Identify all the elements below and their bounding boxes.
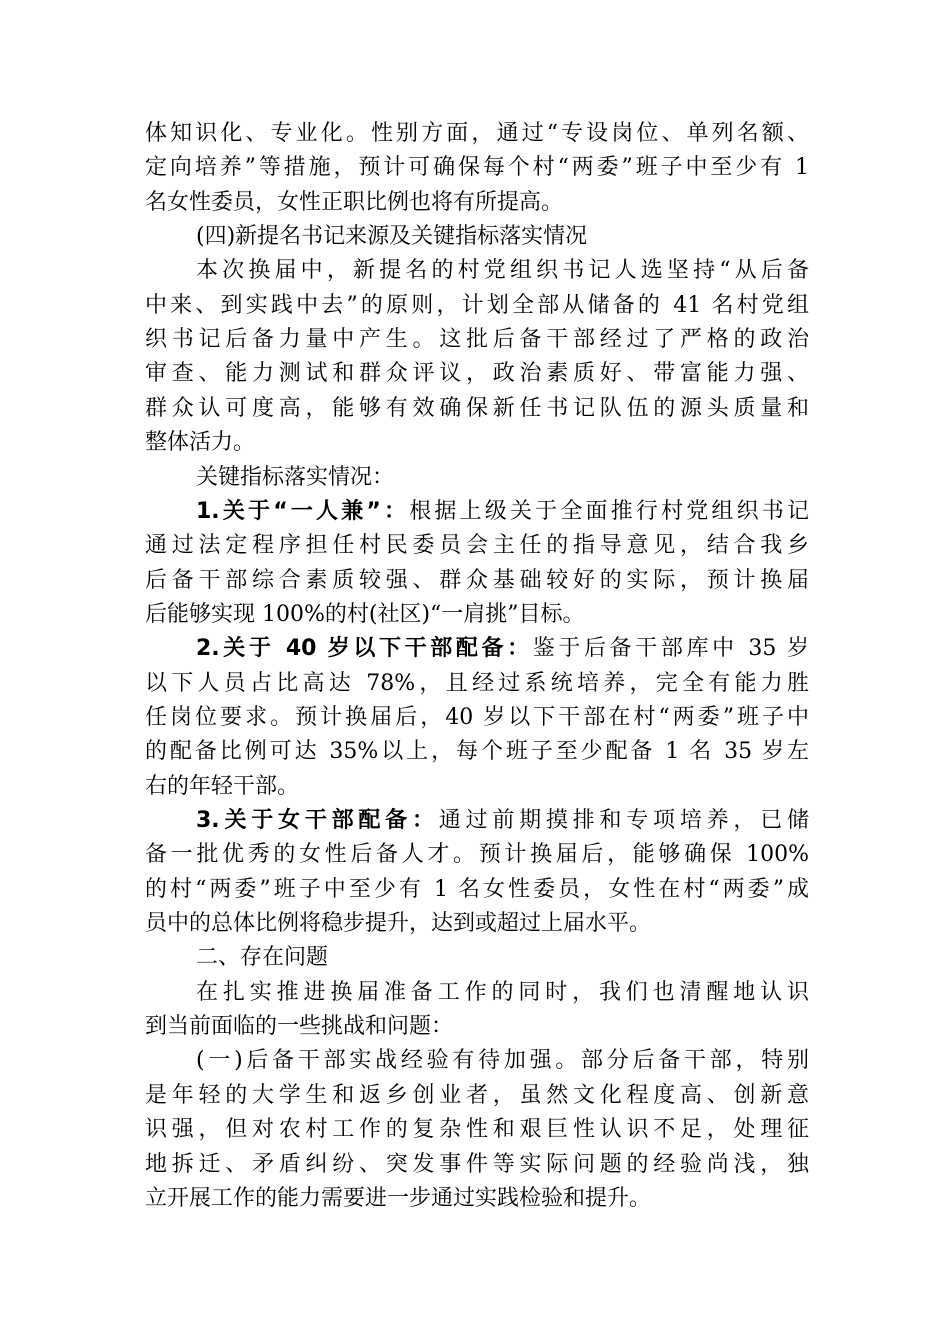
line-text: 通过前期摸排和专项培养，已储 xyxy=(438,808,809,833)
line-text: 根据上级关于全面推行村党组织书记 xyxy=(409,498,809,524)
text-line xyxy=(145,1010,453,1044)
text-line xyxy=(145,1182,651,1216)
line-text: 后备干部综合素质较强、群众基础较好的实际，预计换届 xyxy=(145,567,809,593)
text-line xyxy=(196,941,328,975)
line-text: 的配备比例可达 35%以上，每个班子至少配备 1 名 35 岁左 xyxy=(145,739,809,765)
line-text: 通过法定程序担任村民委员会主任的指导意见，结合我乡 xyxy=(145,533,809,559)
line-text: 审查、能力测试和群众评议，政治素质好、带富能力强、 xyxy=(145,361,809,387)
line-text: 是年轻的大学生和返乡创业者，虽然文化程度高、创新意 xyxy=(145,1082,809,1108)
line-text: 以下人员占比高达 78%，且经过系统培养，完全有能力胜 xyxy=(145,670,809,696)
line-text: 本次换届中，新提名的村党组织书记人选坚持“从后备 xyxy=(196,258,809,284)
text-line xyxy=(196,495,809,529)
text-line xyxy=(145,770,299,804)
line-text: 群众认可度高，能够有效确保新任书记队伍的源头质量和 xyxy=(145,395,809,421)
text-line xyxy=(196,254,809,288)
line-text: 备一批优秀的女性后备人才。预计换届后，能够确保 100% xyxy=(145,842,809,868)
text-line xyxy=(196,461,394,495)
text-line xyxy=(196,632,809,666)
line-text: 识强，但对农村工作的复杂性和艰巨性认识不足，处理征 xyxy=(145,1117,809,1143)
line-text: 立开展工作的能力需要进一步通过实践检验和提升。 xyxy=(145,1185,652,1211)
line-text: 到当前面临的一些挑战和问题： xyxy=(145,1014,454,1040)
text-line xyxy=(196,220,587,254)
text-line xyxy=(145,1079,809,1113)
text-line xyxy=(145,323,809,357)
bold-heading: 1.关于“一人兼”： xyxy=(196,498,410,524)
text-line xyxy=(145,667,809,701)
text-line xyxy=(145,701,809,735)
text-line xyxy=(145,598,585,632)
line-text: 中来、到实践中去”的原则，计划全部从储备的 41 名村党组 xyxy=(145,292,809,318)
line-text: 名女性委员，女性正职比例也将有所提高。 xyxy=(145,189,564,215)
text-line xyxy=(145,838,809,872)
text-line xyxy=(145,392,809,426)
line-text: 鉴于后备干部库中 35 岁 xyxy=(532,636,809,662)
text-line xyxy=(145,117,809,151)
text-line xyxy=(196,1044,809,1078)
text-line xyxy=(145,735,809,769)
line-text: 右的年轻干部。 xyxy=(145,773,300,799)
bold-heading: 2.关于 40 岁以下干部配备： xyxy=(196,636,533,662)
line-text: 地拆迁、矛盾纠纷、突发事件等实际问题的经验尚浅，独 xyxy=(145,1151,809,1177)
line-text: 员中的总体比例将稳步提升，达到或超过上届水平。 xyxy=(145,911,652,937)
line-text: 后能够实现 100%的村(社区)“一肩挑”目标。 xyxy=(145,601,585,627)
line-text: 二、存在问题 xyxy=(196,945,329,971)
text-line xyxy=(145,289,809,323)
line-text: (一)后备干部实战经验有待加强。部分后备干部，特别 xyxy=(196,1048,809,1074)
line-text: 任岗位要求。预计换届后，40 岁以下干部在村“两委”班子中 xyxy=(145,704,809,730)
line-text: 定向培养”等措施，预计可确保每个村“两委”班子中至少有 1 xyxy=(145,155,809,181)
text-line xyxy=(145,529,809,563)
line-text: 体知识化、专业化。性别方面，通过“专设岗位、单列名额、 xyxy=(145,121,809,146)
text-line xyxy=(145,186,563,220)
line-text: 织书记后备力量中产生。这批后备干部经过了严格的政治 xyxy=(145,327,809,353)
text-line xyxy=(145,873,809,907)
text-line xyxy=(145,151,809,185)
line-text: 的村“两委”班子中至少有 1 名女性委员，女性在村“两委”成 xyxy=(145,876,809,902)
text-line xyxy=(196,976,809,1010)
line-text: 关键指标落实情况： xyxy=(196,464,395,490)
text-line xyxy=(145,907,651,941)
bold-heading: 3.关于女干部配备： xyxy=(196,808,439,833)
line-text: (四)新提名书记来源及关键指标落实情况 xyxy=(196,224,588,250)
text-line xyxy=(145,564,809,598)
text-line xyxy=(145,357,809,391)
line-text: 整体活力。 xyxy=(145,430,256,456)
text-line xyxy=(145,1148,809,1182)
text-line xyxy=(196,804,809,838)
text-line xyxy=(145,426,255,460)
line-text: 在扎实推进换届准备工作的同时，我们也清醒地认识 xyxy=(196,979,809,1005)
text-line xyxy=(145,1113,809,1147)
